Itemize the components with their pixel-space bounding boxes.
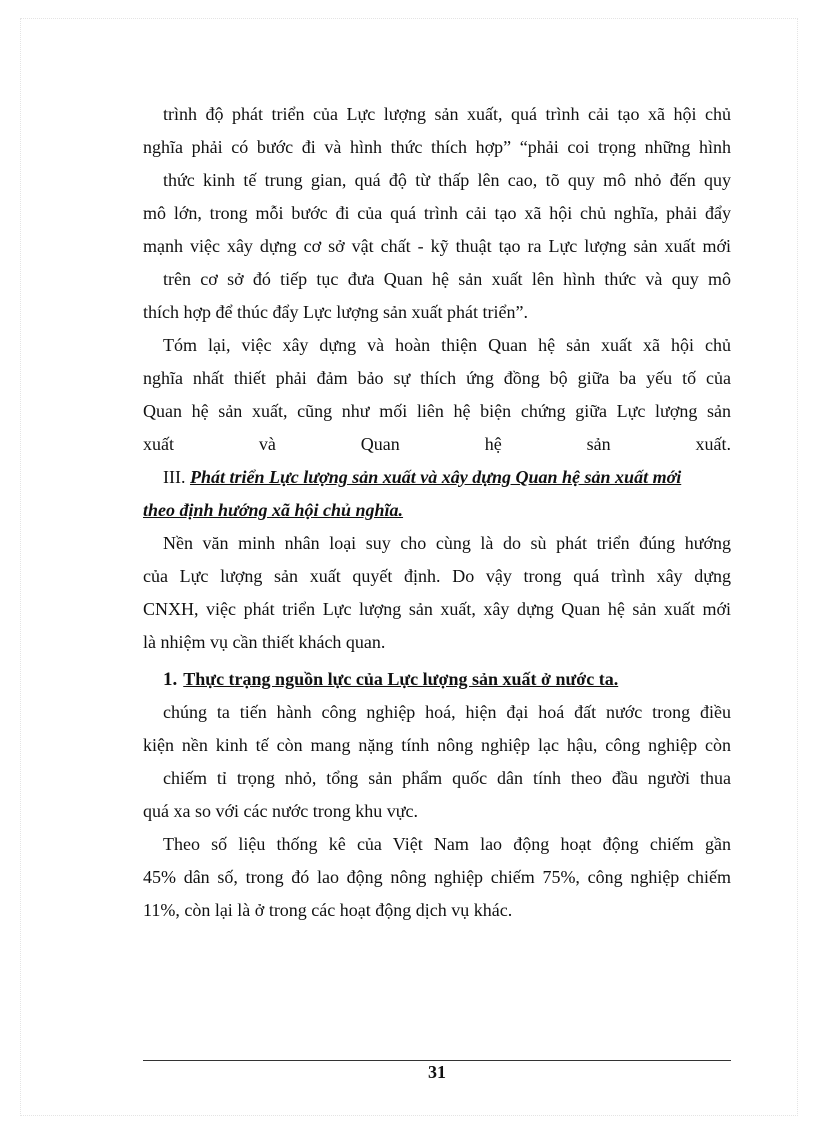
text-line: nghĩa nhất thiết phải đảm bảo sự thích ứng đồng bộ giữa ba yếu tố của bbox=[143, 368, 731, 388]
section-title-continued: theo định hướng xã hội chủ nghĩa. bbox=[143, 500, 404, 520]
subsection-number: 1. bbox=[163, 669, 178, 690]
subsection-heading-1 bbox=[143, 663, 731, 696]
paragraph-3 bbox=[143, 527, 731, 659]
paragraph-2 bbox=[143, 329, 731, 461]
text-line: Theo số liệu thống kê của Việt Nam lao động hoạt động chiếm gần bbox=[163, 834, 731, 854]
text-line: Tóm lại, việc xây dựng và hoàn thiện Quan hệ sản xuất xã hội chủ bbox=[163, 335, 731, 355]
text-line: 45% dân số, trong đó lao động nông nghiệp chiếm 75%, công nghiệp chiếm bbox=[143, 867, 731, 887]
paragraph-5 bbox=[143, 828, 731, 927]
text-line: trên cơ sở đó tiếp tục đưa Quan hệ sản xuất lên hình thức và quy mô bbox=[163, 269, 731, 289]
text-line: Quan hệ sản xuất, cũng như mối liên hệ biện chứng giữa Lực lượng sản bbox=[143, 401, 731, 421]
text-line: chiếm tỉ trọng nhỏ, tổng sản phẩm quốc dân tính theo đầu người thua bbox=[163, 768, 731, 788]
text-line: CNXH, việc phát triển Lực lượng sản xuất, xây dựng Quan hệ sản xuất mới bbox=[143, 599, 731, 619]
text-line: trình độ phát triển của Lực lượng sản xuất, quá trình cải tạo xã hội chủ bbox=[163, 104, 731, 124]
text-line: kiện nền kinh tế còn mang nặng tính nông nghiệp lạc hậu, công nghiệp còn bbox=[143, 735, 731, 755]
paragraph-4 bbox=[143, 696, 731, 828]
text-line: quá xa so với các nước trong khu vực. bbox=[143, 801, 418, 821]
text-line: mạnh việc xây dựng cơ sở vật chất - kỹ thuật tạo ra Lực lượng sản xuất mới bbox=[143, 236, 731, 256]
text-line: xuất và Quan hệ sản xuất. bbox=[143, 434, 731, 454]
text-line: mô lớn, trong mỗi bước đi của quá trình cải tạo xã hội chủ nghĩa, phải đẩy bbox=[143, 203, 731, 223]
text-line: nghĩa phải có bước đi và hình thức thích hợp” “phải coi trọng những hình bbox=[143, 137, 731, 157]
section-title: Phát triển Lực lượng sản xuất và xây dựng Quan hệ sản xuất mới bbox=[189, 467, 682, 487]
section-numeral: III. bbox=[163, 467, 186, 487]
text-line: Nền văn minh nhân loại suy cho cùng là do sù phát triển đúng hướng bbox=[163, 533, 731, 553]
text-line: chúng ta tiến hành công nghiệp hoá, hiện đại hoá đất nước trong điều bbox=[163, 702, 731, 722]
page-body bbox=[143, 98, 731, 927]
page-number: 31 bbox=[428, 1062, 446, 1082]
heading-line bbox=[143, 461, 731, 494]
text-line: thích hợp để thúc đẩy Lực lượng sản xuất phát triển”. bbox=[143, 302, 528, 322]
text-line: 11%, còn lại là ở trong các hoạt động dịch vụ khác. bbox=[143, 900, 513, 920]
heading-line bbox=[143, 494, 731, 527]
text-line: thức kinh tế trung gian, quá độ từ thấp lên cao, tõ quy mô nhỏ đến quy bbox=[163, 170, 731, 190]
paragraph-1 bbox=[143, 98, 731, 329]
section-heading-3 bbox=[143, 461, 731, 527]
text-line: là nhiệm vụ cần thiết khách quan. bbox=[143, 632, 386, 652]
subsection-title: Thực trạng nguồn lực của Lực lượng sản xuất ở nước ta. bbox=[183, 669, 619, 689]
text-line: của Lực lượng sản xuất quyết định. Do vậy trong quá trình xây dựng bbox=[143, 566, 731, 586]
